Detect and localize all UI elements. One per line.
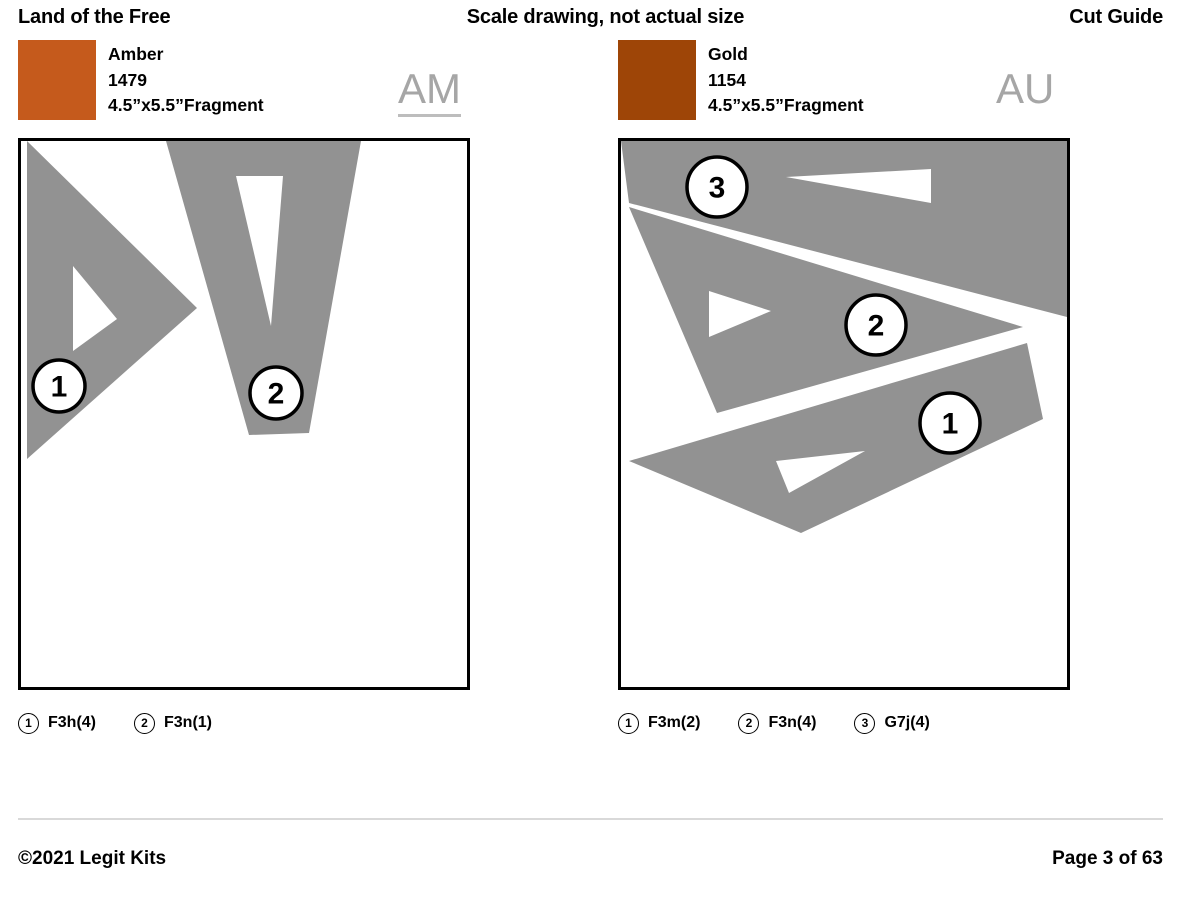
legend-item: [18, 713, 96, 734]
element-code: AM: [398, 66, 461, 117]
legend-bubble: 3: [854, 713, 875, 734]
svg-text:1: 1: [941, 407, 959, 441]
svg-text:3: 3: [708, 171, 726, 205]
fabric-block-gold: [618, 40, 1078, 740]
legend-bubble: 1: [618, 713, 639, 734]
element-code: AU: [996, 65, 1055, 112]
piece-marker-1: [33, 360, 85, 412]
piece-marker-3: [687, 157, 747, 217]
color-swatch: [18, 40, 96, 120]
legend-item: [134, 713, 212, 734]
color-name: Amber: [108, 44, 164, 64]
page-header: [18, 6, 1163, 32]
color-swatch: [618, 40, 696, 120]
color-number: 1479: [108, 69, 147, 90]
fragment-size: 4.5”x5.5”Fragment: [108, 95, 264, 115]
svg-text:2: 2: [867, 309, 885, 343]
legend-label: F3h(4): [48, 714, 96, 731]
document-type-label: Cut Guide: [1069, 6, 1163, 28]
color-number: 1154: [708, 69, 746, 90]
svg-text:2: 2: [267, 377, 285, 411]
legend-gold: [618, 708, 968, 738]
page-number: Page 3 of 63: [1052, 848, 1163, 869]
legend-bubble: 2: [134, 713, 155, 734]
legend-bubble: 2: [738, 713, 759, 734]
legend-label: G7j(4): [884, 714, 930, 731]
svg-text:1: 1: [50, 370, 68, 404]
fragment-size: 4.5”x5.5”Fragment: [708, 95, 864, 115]
fabric-block-amber: [18, 40, 478, 740]
piece-marker-2: [250, 367, 302, 419]
fabric-meta: [108, 42, 264, 119]
color-name: Gold: [708, 44, 748, 64]
legend-label: F3m(2): [648, 714, 701, 731]
legend-label: F3n(1): [164, 714, 212, 731]
scale-note: Scale drawing, not actual size: [466, 6, 745, 28]
cut-diagram-gold: [618, 138, 1070, 690]
fabric-meta: [708, 42, 864, 119]
legend-item: [738, 713, 816, 734]
cut-diagram-amber: [18, 138, 470, 690]
legend-amber: [18, 708, 250, 738]
legend-bubble: 1: [18, 713, 39, 734]
piece-marker-2: [846, 295, 906, 355]
legend-item: [854, 713, 929, 734]
copyright-text: ©2021 Legit Kits: [18, 848, 167, 869]
legend-label: F3n(4): [768, 714, 817, 731]
piece-marker-1: [920, 393, 980, 453]
pattern-title: Land of the Free: [18, 6, 171, 28]
legend-item: [618, 713, 700, 734]
footer-divider: [18, 818, 1163, 820]
